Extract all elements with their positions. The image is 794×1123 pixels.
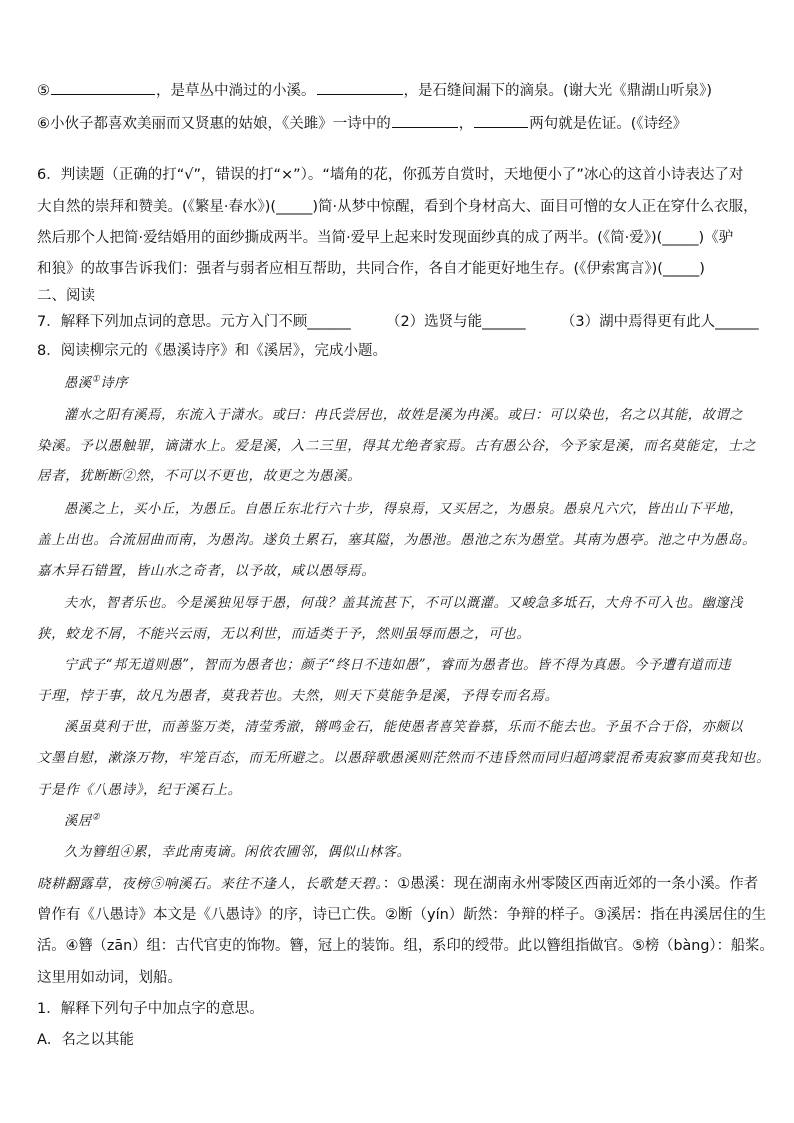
notes-start: ：①愚溪：现在湖南永州零陵区西南近郊的一条小溪。作者	[382, 876, 759, 892]
essay-line: 盖上出也。合流屈曲而南，为愚沟。遂负土累石，塞其隘，为愚池。愚池之东为愚堂。其南为愚亭。池之中为愚岛。	[37, 532, 757, 548]
q5-text: ⑥小伙子都喜欢美丽而又贤惠的姑娘，《关雎》一诗中的	[37, 116, 391, 132]
q8-instruction: 8．阅读柳宗元的《愚溪诗序》和《溪居》，完成小题。	[37, 343, 387, 359]
poem-title-text: 溪居	[64, 813, 92, 829]
answer-blank[interactable]	[392, 113, 458, 128]
q7-part-2: （2）选贤与能______	[385, 314, 526, 330]
essay-line: 灌水之阳有溪焉，东流入于潇水。或曰：冉氏尝居也，故姓是溪为冉溪。或曰：可以染也，名之以其能，故谓之	[64, 407, 744, 423]
footnote-marker: ①	[91, 374, 101, 385]
subquestion-1: 1．解释下列句子中加点字的意思。	[37, 1001, 264, 1017]
essay-title	[64, 373, 774, 393]
answer-blank[interactable]	[51, 80, 155, 95]
poem-line-1: 久为簪组④累，幸此南夷谪。闲依农圃邻，偶似山林客。	[64, 844, 411, 860]
poem-line-2-text: 晓耕翻露草，夜榜⑤响溪石。来往不逢人，长歌楚天碧。	[37, 876, 383, 892]
footnote-marker: ②	[91, 812, 101, 823]
essay-title-tail: 诗序	[100, 375, 128, 391]
poem-title	[64, 811, 774, 831]
poem-line-2	[37, 874, 759, 894]
essay-line: 于是作《八愚诗》，纪于溪石上。	[37, 782, 242, 798]
notes-line-1: 曾作有《八愚诗》本文是《八愚诗》的序，诗已亡佚。②断（yín）龂然：争辩的样子。③溪居：指在冉溪居住的生	[37, 907, 767, 923]
q7-line	[37, 312, 759, 332]
q5-circled-5: ⑤	[37, 83, 50, 99]
answer-blank[interactable]	[474, 113, 528, 128]
q5-text: 两句就是佐证。(《诗经》	[529, 116, 688, 132]
q5-text: ，	[458, 116, 474, 132]
essay-line: 文墨自慰，漱涤万物，牢笼百态，而无所避之。以愚辞歌愚溪则茫然而不违昏然而同归超鸿蒙混希夷寂寥而莫我知也。	[37, 750, 771, 766]
essay-line: 宁武子“邦无道则愚”，智而为愚者也；颜子“终日不违如愚”，睿而为愚者也。皆不得为真愚。今予遭有道而违	[64, 657, 732, 673]
q5-line-2	[37, 113, 759, 134]
essay-line: 嘉木异石错置，皆山水之奇者，以予故，咸以愚辱焉。	[37, 563, 376, 579]
q6-line-2: 大自然的崇拜和赞美。(《繁星·春水》)(_____)简·从梦中惊醒，看到个身材高大、面目可憎的女人正在穿什么衣服，	[37, 199, 758, 215]
essay-line: 愚溪之上，买小丘，为愚丘。自愚丘东北行六十步，得泉焉，又买居之，为愚泉。愚泉凡六穴，皆出山下平地，	[64, 501, 744, 517]
section-heading: 二、阅读	[37, 288, 95, 304]
essay-line: 狭，蛟龙不屑，不能兴云雨，无以利世，而适类于予，然则虽辱而愚之，可也。	[37, 626, 531, 642]
q7-part-1: 7．解释下列加点词的意思。元方入门不顾______	[37, 314, 351, 330]
notes-line-3: 这里用如动词，划船。	[37, 970, 182, 986]
option-a: A．名之以其能	[37, 1032, 134, 1048]
essay-line: 居者，犹断断②然，不可以不更也，故更之为愚溪。	[37, 468, 362, 484]
answer-blank[interactable]	[317, 80, 403, 95]
q5-text: ，是石缝间漏下的滴泉。(谢大光《鼎湖山听泉》)	[403, 83, 713, 99]
q5-line-1	[37, 80, 759, 101]
notes-line-2: 活。④簪（zān）组：古代官吏的饰物。簪，冠上的装饰。组，系印的绶带。此以簪组指做官。⑤榜（bàng）：船桨。	[37, 938, 774, 954]
essay-line: 染溪。予以愚触罪，谪潇水上。爱是溪，入二三里，得其尤绝者家焉。古有愚公谷，今予家是溪，而名莫能定，士之	[37, 438, 757, 454]
essay-line: 夫水，智者乐也。今是溪独见辱于愚，何哉？盖其流甚下，不可以溉灌。又峻急多坻石，大舟不可入也。幽邃浅	[64, 595, 744, 611]
q6-line-4: 和狼》的故事告诉我们：强者与弱者应相互帮助，共同合作，各自才能更好地生存。(《伊索寓言》)(_____)	[37, 261, 705, 277]
essay-line: 于理，悖于事，故凡为愚者，莫我若也。夫然，则天下莫能争是溪，予得专而名焉。	[37, 688, 559, 704]
q6-line-3: 然后那个人把简·爱结婚用的面纱撕成两半。当简·爱早上起来时发现面纱真的成了两半。(《简·爱》)(_____)《驴	[37, 230, 734, 246]
essay-title-text: 愚溪	[64, 375, 92, 391]
q7-part-3: （3）湖中焉得更有此人______	[560, 314, 759, 330]
q5-text: ，是草丛中淌过的小溪。	[156, 83, 316, 99]
q6-line-1: 6．判读题（正确的打“√”，错误的打“×”）。“墙角的花，你孤芳自赏时，天地便小了”冰心的这首小诗表达了对	[37, 167, 744, 183]
essay-line: 溪虽莫利于世，而善鉴万类，清莹秀澈，锵鸣金石，能使愚者喜笑眷慕，乐而不能去也。予虽不合于俗，亦颇以	[64, 719, 744, 735]
